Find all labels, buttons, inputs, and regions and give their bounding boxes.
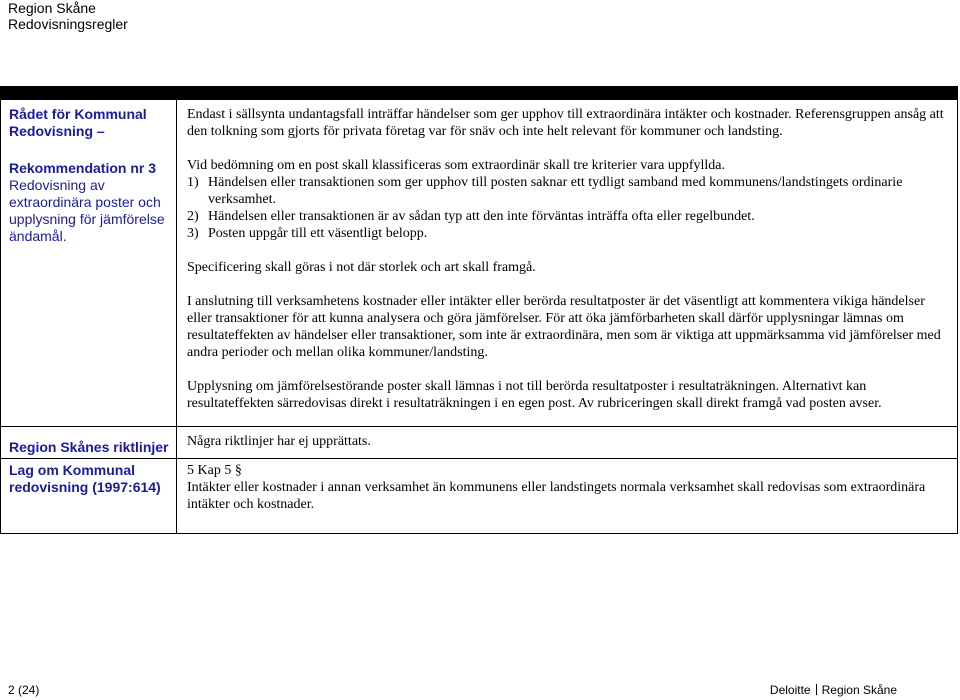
table-row <box>1 87 958 427</box>
list-item <box>187 174 953 208</box>
rules-table <box>0 86 958 534</box>
page-header <box>8 0 128 32</box>
region-guidelines-label: Region Skånes riktlinjer <box>9 439 169 455</box>
law-label: Lag om Kommunal redovisning (1997:614) <box>9 462 161 495</box>
council-title-line2: Redovisning – <box>9 123 105 139</box>
row1-right-cell <box>177 87 958 427</box>
list-item <box>187 208 953 225</box>
law-text: Intäkter eller kostnader i annan verksamhet än kommunens eller landstingets normala verksamhet skall redovisas som extraordinära intäkter och kostnader. <box>187 480 926 512</box>
list-item-text: Händelsen eller transaktionen är av sådan typ att den inte förväntas inträffa ofta eller regelbundet. <box>208 209 755 224</box>
list-item-text: Posten uppgår till ett väsentligt belopp. <box>208 226 428 241</box>
region-guidelines-text: Några riktlinjer har ej upprättats. <box>187 434 371 449</box>
paragraph-comparability: I anslutning till verksamhetens kostnader eller intäkter eller berörda resultatposter är det väsentligt att kommentera vikiga händelser eller transaktioner för att kunna analysera och göra jämförelser. För att öka jämförbarheten skall därför upplysningar lämnas om resultateffekten av händelser eller transaktioner, som inte är extraordinära, men som är viktiga att uppmärksamma vid jämförelser med andra perioder och mellan olika kommuner/landsting. <box>187 294 941 360</box>
footer-brand <box>770 683 897 697</box>
recommendation-subtitle: Redovisning av extraordinära poster och upplysning för jämförelse ändamål. <box>9 177 165 244</box>
header-org: Region Skåne <box>8 0 96 16</box>
table-row <box>1 459 958 534</box>
row1-left-cell <box>1 87 177 427</box>
list-item-number: 3) <box>187 226 199 241</box>
cell-header-bar <box>1 87 176 100</box>
row2-left-cell <box>1 427 177 459</box>
criteria-list <box>187 174 953 242</box>
row3-left-cell <box>1 459 177 534</box>
recommendation-title: Rekommendation nr 3 <box>9 160 157 176</box>
list-item-number: 1) <box>187 175 199 190</box>
law-reference: 5 Kap 5 § <box>187 463 242 478</box>
header-doc-title: Redovisningsregler <box>8 16 128 32</box>
row3-right-cell <box>177 459 958 534</box>
paragraph-criteria-intro: Vid bedömning om en post skall klassificeras som extraordinär skall tre kriterier vara uppfyllda. <box>187 158 726 173</box>
paragraph-specification: Specificering skall göras i not där storlek och art skall framgå. <box>187 260 536 275</box>
footer-divider <box>816 684 817 695</box>
paragraph-extraordinary-intro: Endast i sällsynta undantagsfall inträffar händelser som ger upphov till extraordinära intäkter och kostnader. Referensgruppen ansåg att den tolkning som gjorts för privata företag var för snäv och inte helt relevant för kommuner och landsting. <box>187 107 944 139</box>
cell-header-bar <box>177 87 957 100</box>
page-number: 2 (24) <box>8 683 40 697</box>
footer-brand-deloitte: Deloitte <box>769 683 811 697</box>
list-item-text: Händelsen eller transaktionen som ger upphov till posten saknar ett tydligt samband med kommunens/landstingets ordinarie verksamhet. <box>208 175 903 207</box>
footer-brand-region: Region Skåne <box>821 683 897 697</box>
council-title-line1: Rådet för Kommunal <box>9 106 147 122</box>
list-item-number: 2) <box>187 209 199 224</box>
list-item <box>187 225 953 242</box>
table-row <box>1 427 958 459</box>
paragraph-disclosure: Upplysning om jämförelsestörande poster skall lämnas i not till berörda resultatposter i resultaträkningen. Alternativt kan resultateffekten särredovisas direkt i resultaträkningen i en egen post. Av rubriceringen skall direkt framgå vad posten avser. <box>187 379 882 411</box>
row2-right-cell <box>177 427 958 459</box>
